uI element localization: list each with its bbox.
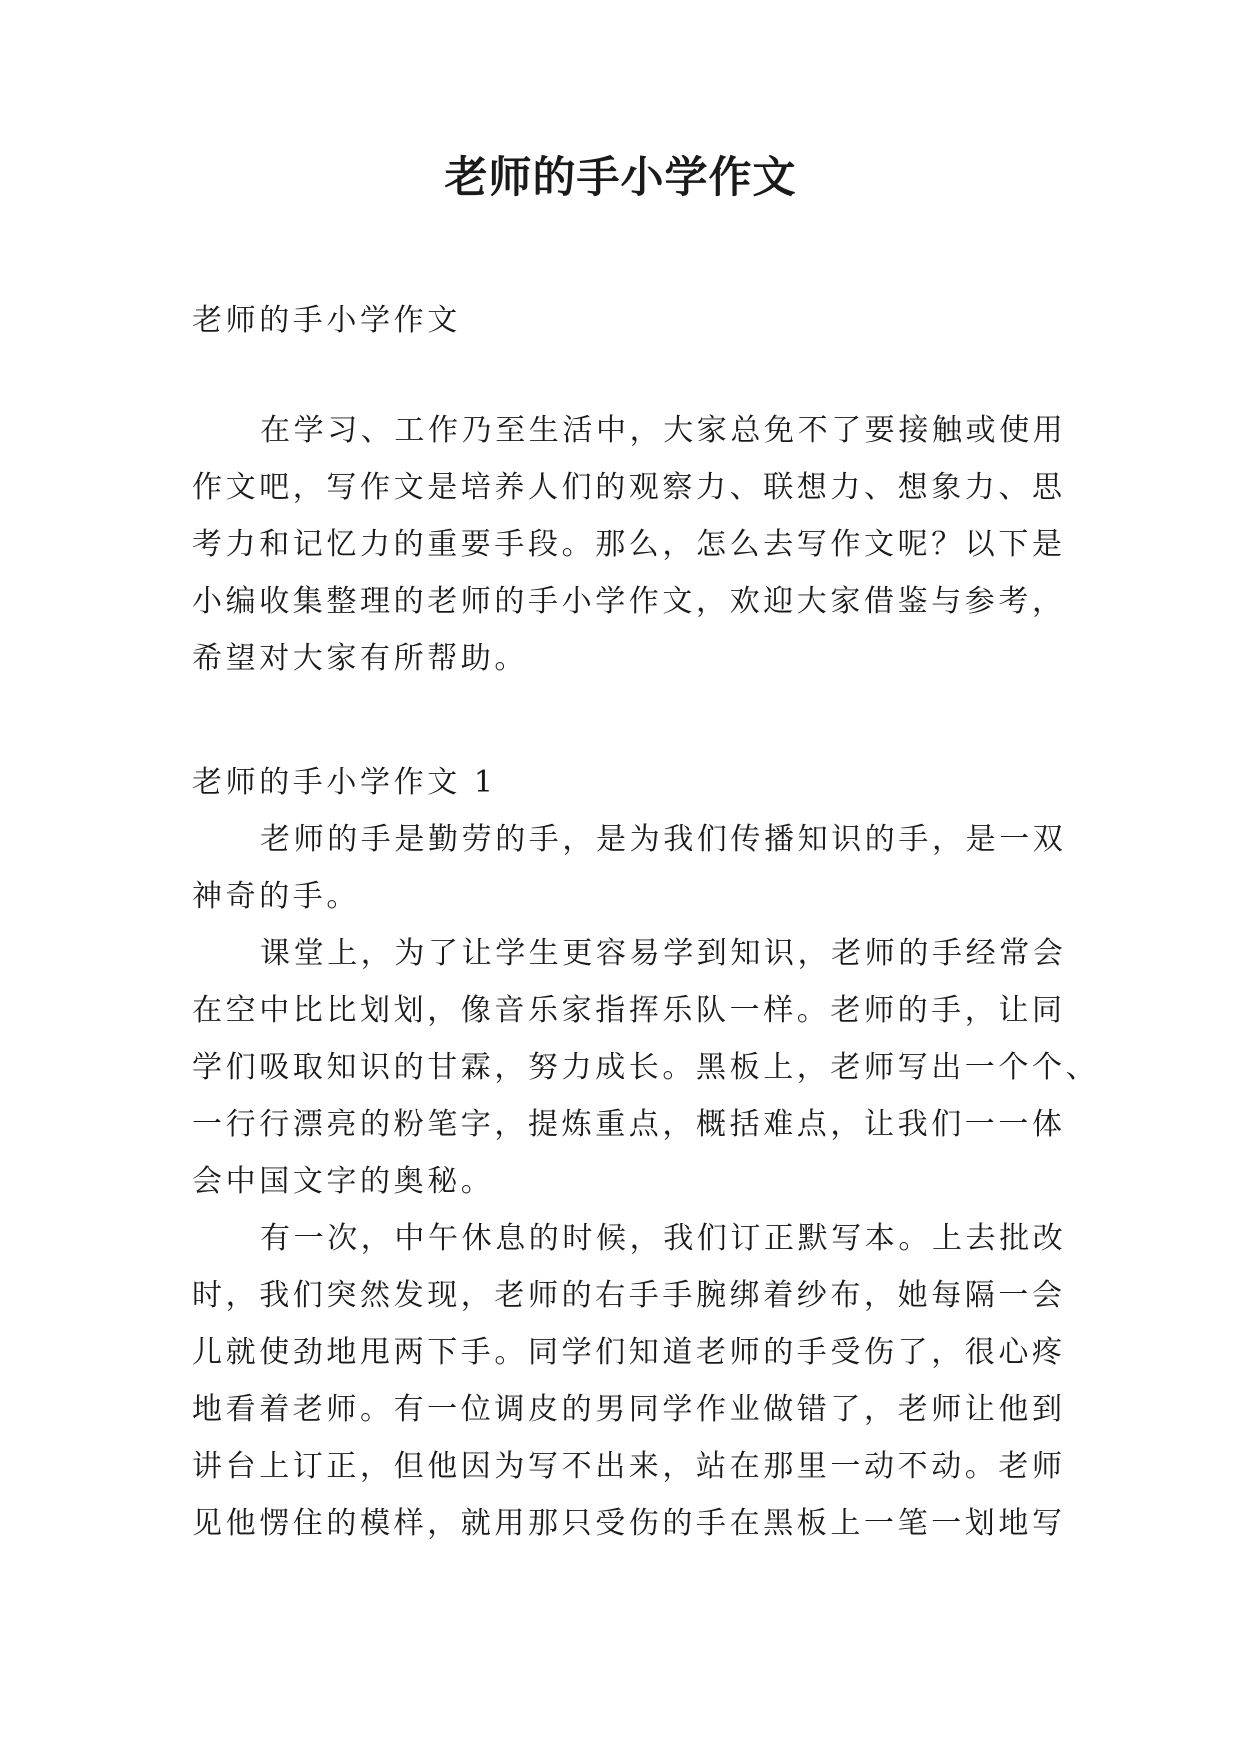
essay-line: 会中国文字的奥秘。 xyxy=(192,1164,495,1199)
document-subtitle: 老师的手小学作文 xyxy=(192,303,461,338)
essay-line: 神奇的手。 xyxy=(192,879,360,914)
intro-line: 考力和记忆力的重要手段。那么，怎么去写作文呢？以下是 xyxy=(192,527,1066,562)
intro-line: 在学习、工作乃至生活中，大家总免不了要接触或使用 xyxy=(260,413,1067,448)
essay-body xyxy=(192,811,1100,1552)
essay-line: 一行行漂亮的粉笔字，提炼重点，概括难点，让我们一一体 xyxy=(192,1107,1066,1142)
page-title: 老师的手小学作文 xyxy=(444,153,797,203)
intro-paragraph xyxy=(192,402,1067,687)
intro-line: 小编收集整理的老师的手小学作文，欢迎大家借鉴与参考， xyxy=(192,584,1066,619)
essay-line: 学们吸取知识的甘霖，努力成长。黑板上，老师写出一个个、 xyxy=(192,1050,1100,1085)
intro-line: 作文吧，写作文是培养人们的观察力、联想力、想象力、思 xyxy=(192,470,1066,505)
essay-line: 有一次，中午休息的时候，我们订正默写本。上去批改 xyxy=(260,1221,1067,1256)
essay-line: 地看着老师。有一位调皮的男同学作业做错了，老师让他到 xyxy=(192,1392,1066,1427)
essay-line: 老师的手是勤劳的手，是为我们传播知识的手，是一双 xyxy=(260,822,1067,857)
essay-line: 课堂上，为了让学生更容易学到知识，老师的手经常会 xyxy=(260,936,1067,971)
essay-line: 见他愣住的模样，就用那只受伤的手在黑板上一笔一划地写 xyxy=(192,1506,1066,1541)
intro-line: 希望对大家有所帮助。 xyxy=(192,641,528,676)
section-heading: 老师的手小学作文 1 xyxy=(192,765,497,800)
essay-line: 讲台上订正，但他因为写不出来，站在那里一动不动。老师 xyxy=(192,1449,1066,1484)
essay-line: 在空中比比划划，像音乐家指挥乐队一样。老师的手，让同 xyxy=(192,993,1066,1028)
essay-line: 儿就使劲地甩两下手。同学们知道老师的手受伤了，很心疼 xyxy=(192,1335,1066,1370)
essay-line: 时，我们突然发现，老师的右手手腕绑着纱布，她每隔一会 xyxy=(192,1278,1066,1313)
